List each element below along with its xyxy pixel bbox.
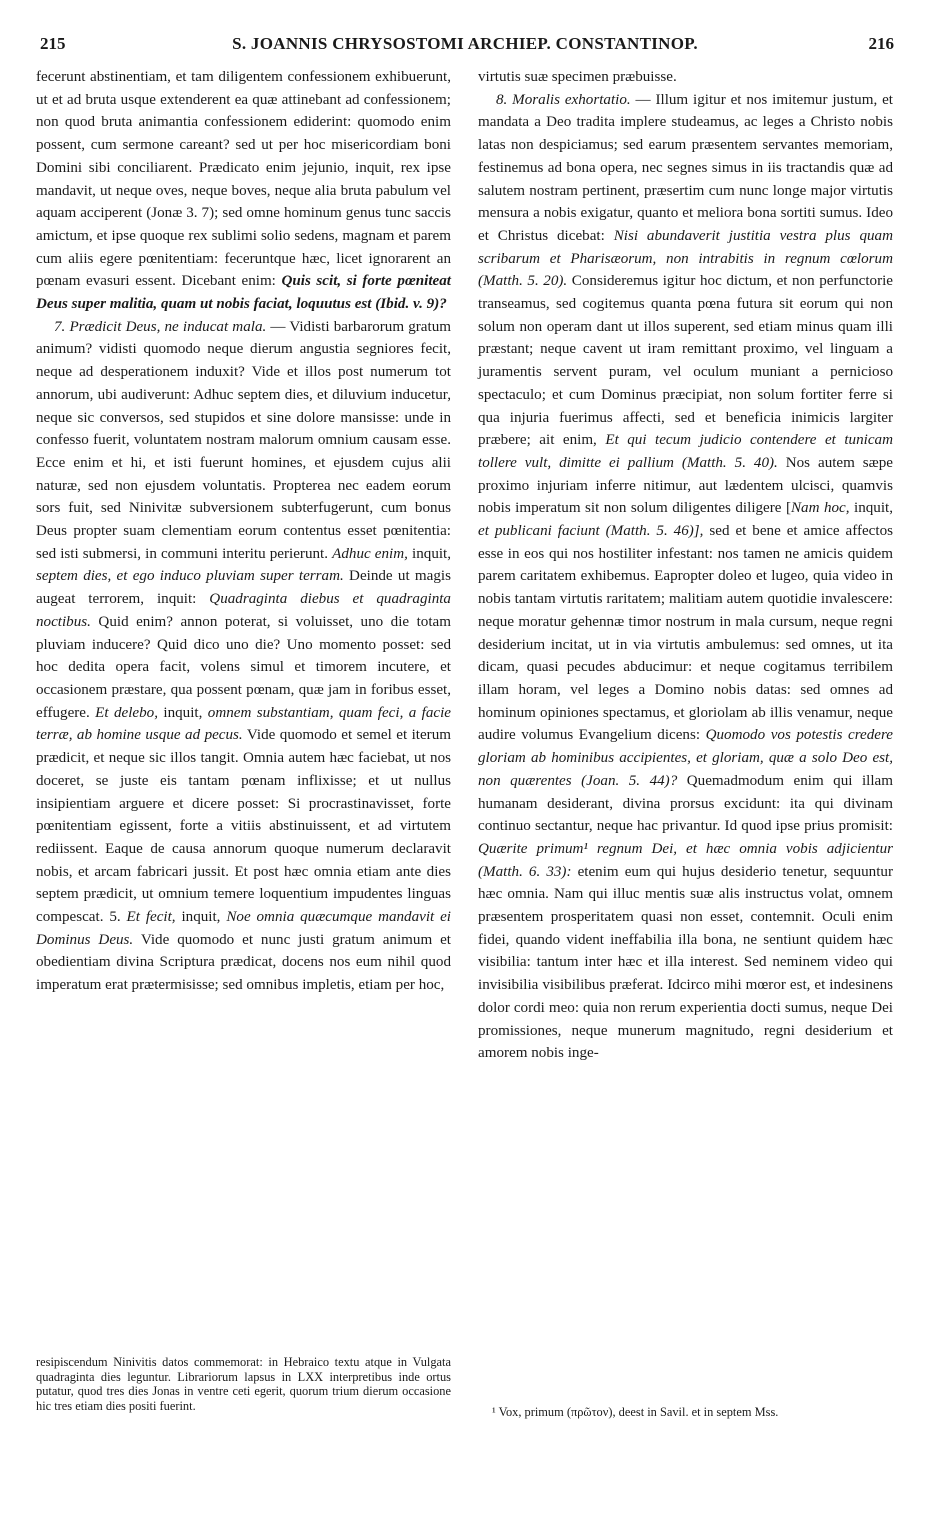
text-run: inquit, — [163, 704, 203, 721]
section-heading-8: 8. Moralis exhortatio. — [496, 91, 631, 108]
paragraph-continuation — [36, 66, 451, 316]
scripture-quote: Noe omnia quæcumque mandavit ei Dominus Deus. — [36, 909, 451, 948]
text-run: Consideremus igitur hoc dictum, et non perfunctorie transeamus, sed cogitemus quanta pœna futura sit eorum qui non solum non operam dant ut illos superent, sed etiam minus quam illi præstant; neque cavent ut iram remittant proximo, vel linguam a juramentis servent puram, vel oculum muniant a pernicioso spectaculo; et cum Dominus præcipiat, non solum fortiter ferre si qua injuria fuerimus affecti, sed et beneficia inimicis largiter præbere; ait enim, — [478, 273, 893, 449]
paragraph-continuation: virtutis suæ specimen præbuisse. — [478, 69, 677, 85]
page-number-right: 216 — [868, 34, 894, 53]
right-column — [478, 66, 893, 1065]
left-column — [36, 66, 451, 997]
text-run: Nos autem sæpe proximo injuriam inferre nitimur, aut lædentem ulcisci, quamvis nobis imperatum sit non solum diligentes diligere [ — [478, 454, 893, 517]
scripture-quote: septem dies, et ego induco pluviam super terram. — [36, 568, 344, 585]
text-run: Quemadmodum enim qui illam humanam desiderant, divina prorsus excidunt: ita qui divinam continuo sectantur, neque hac privantur. Id quod ipse prius promisit: — [478, 772, 893, 835]
scripture-quote: et publicani faciunt (Matth. 5. 46)], — [478, 523, 704, 540]
scripture-quote: Quis scit, si forte pœniteat Deus super malitia, quam ut nobis faciat, loquutus est (Ibid. v. 9)? — [36, 273, 451, 313]
text-run: Deinde ut magis augeat terrorem, inquit: — [36, 568, 451, 608]
text-run: inquit, — [181, 909, 221, 926]
scripture-quote: Et delebo, — [95, 704, 158, 721]
text-run: inquit, — [854, 500, 894, 517]
page-number-left: 215 — [40, 34, 66, 53]
text-run: Vide quomodo et nunc justi gratum animum et obedientiam divina Scriptura prædicat, docens nos eum nihil quod imperatum erat prætermisisse; sed omnibus impletis, etiam per hoc, — [36, 931, 451, 994]
running-title: S. JOANNIS CHRYSOSTOMI ARCHIEP. CONSTANTINOP. — [232, 34, 698, 53]
text-run: fecerunt abstinentiam, et tam diligentem confessionem exhibuerunt, ut et ad bruta usque extenderent ea quæ attinebant ad confessionem; non quod bruta animantia confessionem ediderint: quomodo enim possent, cum sermone careant? sed ut per hoc misericordiam boni Domini sibi conciliarent. Prædicato enim jejunio, inquit, rex ipse mandavit, ut neque oves, neque boves, neque alia bruta pabulum vel aquam acciperent (Jonæ 3. 7); sed omne hominum genus tunc saccis amictum, et ipse quoque rex sublimi solio sedens, magnam et parem cum aliis egere pœnitentiam: feceruntque hæc, licet ignorarent an pœnam evasuri essent. Dicebant enim: — [36, 69, 451, 290]
text-run: etenim eum qui hujus desiderio tenetur, sequuntur hæc omnia. Nam qui illuc mentis suæ alis instructus volat, omnem præsentem prosperitatem quasi non esset, contemnit. Oculi enim fidei, quando vident ineffabilia illa bona, ne sentiunt quidem hæc visibilia: tantum inter hæc et illa interest. Sed neminem video qui invisibilia visibilibus præferat. Idcirco mihi mœror est, et indesinens dolor cordi meo: quia non rerum experientia docti sumus, neque Dei promissiones, neque munerum magnitudo, regni desiderium et amorem nobis inge- — [478, 863, 893, 1062]
scripture-quote: Quomodo vos potestis credere gloriam ab hominibus accipientes, et gloriam, quæ a solo Deo est, non quærentes (Joan. 5. 44)? — [478, 727, 894, 789]
section-heading-7: 7. Prædicit Deus, ne inducat mala. — [54, 318, 267, 335]
footnote-left: resipiscendum Ninivitis datos commemorat: in Hebraico textu atque in Vulgata quadraginta dies leguntur. Librariorum lapsus in LXX interpretibus inde ortus putatur, quod tres dies Jonas in ventre ceti egerit, quorum trium dierum occasione hic tres etiam dies positi fuerint. — [36, 1355, 451, 1413]
text-run: sed et bene et amice affectos esse in eos qui nos hostiliter infestant: nos tamen ne amicis quidem parem caritatem exhibemus. Eapropter doleo et lugeo, quia video in nobis tantam virtutis raritatem; malitiam autem quotidie invalescere: neque moratur gehennæ timor nostrum in mala cursum, neque regni desiderium incitat, ut in via virtutis ambulemus: sed omnes, ut ita dicam, quasi pecudes abducimur: et neque cogitamus terribilem illam horam, vel leges a Domino nobis datas: sed omnes ad hominum opiniones spectamus, et gloriolam ab illis venamur, neque audire volumus Evangelium dicens: — [478, 523, 893, 744]
scripture-quote: Nisi abundaverit justitia vestra plus quam scribarum et Pharisæorum, non intrabitis in regnum cœlorum (Matth. 5. 20). — [478, 227, 893, 290]
text-run: Quid enim? annon poterat, si voluisset, uno die totam pluviam inducere? Quid dico uno die? Uno momento posset: sed hoc dedita opera facit, volens simul et timorem incutere, et occasionem præstare, qua possent pœnam, quæ jam in foribus esset, effugere. — [36, 613, 451, 721]
scripture-quote: Et fecit, — [126, 909, 176, 926]
scripture-quote: Quadraginta diebus et quadraginta noctibus. — [36, 591, 451, 630]
text-run: — Vidisti barbarorum gratum animum? vidisti quomodo neque dierum angustia segniores fecit, neque ad desperationem induxit? Vide et illos post numerum tot annorum, ubi audiverunt: Adhuc septem dies, et diluvium inducetur, neque sic conversos, sed stupidos et sine dolore mansisse: unde in confesso fuerit, voluntatem nostram malorum omnium causam esse. Ecce enim et hi, et isti fuerunt homines, et ejusdem cujus alii naturæ, sed non ejusdem voluntatis. Propterea nec eadem eorum sors fuit, sed Ninivitæ subversionem subterfugerunt, cum bonus Deus propter suam clementiam eorum contentus esset pœnitentia: sed isti submersi, in communi interitu perierunt. — [36, 318, 451, 562]
text-run: inquit, — [412, 545, 452, 562]
scripture-quote: Adhuc enim, — [332, 545, 408, 562]
scripture-quote: Et qui tecum judicio contendere et tunicam tollere vult, dimitte ei pallium (Matth. 5. 40). — [478, 432, 893, 471]
scripture-quote: Quærite primum¹ regnum Dei, et hæc omnia vobis adjicientur (Matth. 6. 33): — [478, 840, 893, 880]
paragraph-7 — [36, 316, 451, 997]
page-header — [30, 34, 900, 62]
scripture-quote: Nam hoc, — [790, 500, 850, 517]
footnote-right: ¹ Vox, primum (πρῶτον), deest in Savil. et in septem Mss. — [492, 1405, 779, 1419]
text-run: — Illum igitur et nos imitemur justum, et mandata a Deo tradita implere studeamus, ac leges a Christo nobis latas non despiciamus; sed earum præsentem servantes memoriam, festinemus ad bona opera, nec segnes simus in iis tractandis quæ ad salutem nostram pertinent, præsertim cum nunc longe major virtutis mensura a nobis exigatur, quanto et meliora bona sortiti sumus. Ideo et Christus dicebat: — [478, 91, 893, 244]
paragraph-8 — [478, 89, 893, 1065]
text-run: Vide quomodo et semel et iterum prædicit, et neque sic illos tangit. Omnia autem hæc faciebat, ut nos doceret, se juste eis tantam pœnam inflixisse; et ut nullus insipientiam arguere et dicere posset: Si procrastinavisset, forte pœnitentiam egissent, forte a vitiis abstinuissent, et ad virtutem rediissent. Eaque de causa annorum quoque numerum declaravit nobis, et arcam fabricari jussit. Et post hæc omnia etiam ante dies septem prædicit, ut omnium temere loquentium impudentes linguas compescat. 5. — [36, 727, 452, 926]
scripture-quote: omnem substantiam, quam feci, a facie terræ, ab homine usque ad pecus. — [36, 704, 451, 744]
